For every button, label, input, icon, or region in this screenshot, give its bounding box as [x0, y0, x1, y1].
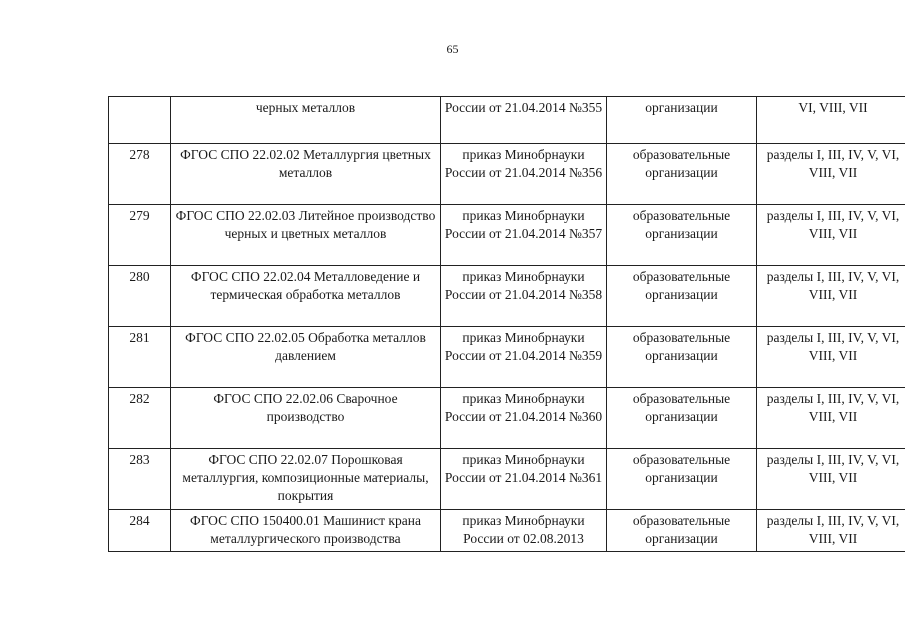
table-row: [109, 449, 905, 510]
order-cell: России от 21.04.2014 №355: [441, 97, 607, 144]
sections-cell: разделы I, III, IV, V, VI, VIII, VII: [757, 144, 905, 205]
row-number-cell: 282: [109, 388, 171, 449]
order-cell: приказ Минобрнауки России от 02.08.2013: [441, 510, 607, 552]
order-cell: приказ Минобрнауки России от 21.04.2014 №356: [441, 144, 607, 205]
standard-name-cell: ФГОС СПО 22.02.05 Обработка металлов давлением: [171, 327, 441, 388]
row-number-cell: 279: [109, 205, 171, 266]
order-cell: приказ Минобрнауки России от 21.04.2014 №361: [441, 449, 607, 510]
organization-cell: образовательные организации: [607, 388, 757, 449]
row-number-cell: 280: [109, 266, 171, 327]
standard-name-cell: ФГОС СПО 22.02.04 Металловедение и термическая обработка металлов: [171, 266, 441, 327]
row-number-cell: 283: [109, 449, 171, 510]
table-row: [109, 266, 905, 327]
order-cell: приказ Минобрнауки России от 21.04.2014 №357: [441, 205, 607, 266]
standard-name-cell: ФГОС СПО 22.02.07 Порошковая металлургия, композиционные материалы, покрытия: [171, 449, 441, 510]
table-row: [109, 388, 905, 449]
standard-name-cell: ФГОС СПО 22.02.06 Сварочное производство: [171, 388, 441, 449]
organization-cell: образовательные организации: [607, 205, 757, 266]
sections-cell: разделы I, III, IV, V, VI, VIII, VII: [757, 205, 905, 266]
row-number-cell: [109, 97, 171, 144]
table-body: [109, 97, 905, 552]
organization-cell: организации: [607, 97, 757, 144]
sections-cell: разделы I, III, IV, V, VI, VIII, VII: [757, 388, 905, 449]
sections-cell: разделы I, III, IV, V, VI, VIII, VII: [757, 266, 905, 327]
organization-cell: образовательные организации: [607, 449, 757, 510]
order-cell: приказ Минобрнауки России от 21.04.2014 №359: [441, 327, 607, 388]
sections-cell: VI, VIII, VII: [757, 97, 905, 144]
row-number-cell: 281: [109, 327, 171, 388]
organization-cell: образовательные организации: [607, 510, 757, 552]
sections-cell: разделы I, III, IV, V, VI, VIII, VII: [757, 449, 905, 510]
row-number-cell: 278: [109, 144, 171, 205]
standard-name-cell: ФГОС СПО 22.02.03 Литейное производство черных и цветных металлов: [171, 205, 441, 266]
table-row: [109, 205, 905, 266]
organization-cell: образовательные организации: [607, 144, 757, 205]
standard-name-cell: черных металлов: [171, 97, 441, 144]
sections-cell: разделы I, III, IV, V, VI, VIII, VII: [757, 327, 905, 388]
row-number-cell: 284: [109, 510, 171, 552]
standard-name-cell: ФГОС СПО 22.02.02 Металлургия цветных металлов: [171, 144, 441, 205]
sections-cell: разделы I, III, IV, V, VI, VIII, VII: [757, 510, 905, 552]
organization-cell: образовательные организации: [607, 266, 757, 327]
order-cell: приказ Минобрнауки России от 21.04.2014 №358: [441, 266, 607, 327]
table-row: [109, 144, 905, 205]
document-table: [108, 96, 905, 552]
organization-cell: образовательные организации: [607, 327, 757, 388]
table-row: [109, 510, 905, 552]
page-number: 65: [446, 42, 459, 56]
standard-name-cell: ФГОС СПО 150400.01 Машинист крана металлургического производства: [171, 510, 441, 552]
table-row: [109, 327, 905, 388]
table-row: [109, 97, 905, 144]
order-cell: приказ Минобрнауки России от 21.04.2014 №360: [441, 388, 607, 449]
